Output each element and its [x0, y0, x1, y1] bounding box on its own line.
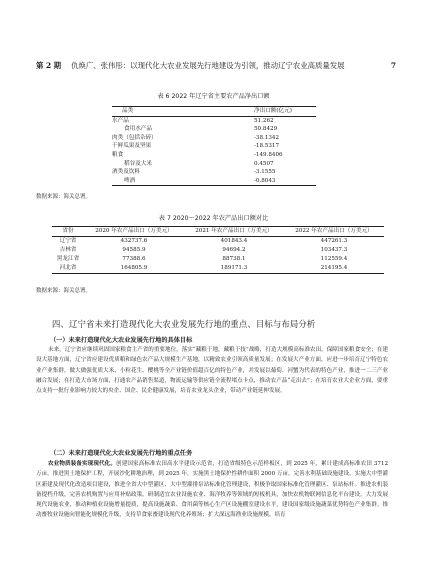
- subsection1-title: （一）未来打造现代化大农业发展先行地的具体目标: [50, 337, 193, 344]
- table6-header-row: [112, 107, 316, 117]
- table6-cell-value: -0.8043: [254, 177, 316, 186]
- table6-col-net-export: 净出口额(亿元): [254, 107, 316, 117]
- table6-cell-category: 酒类及饮料: [112, 169, 140, 176]
- table6-row: [112, 177, 316, 186]
- table6: [112, 106, 316, 186]
- table6-cell-value: 51.262: [254, 117, 274, 124]
- table7-cell-province: 辽宁省: [59, 238, 77, 244]
- table6-row: [112, 116, 316, 125]
- table6-cell-category: 水产品: [112, 117, 129, 124]
- subsection2-text: 创建国家高标准农田高水平建设示范省，打造省级特色示范样板区，到 2025 年，累计建成高标准农田 3712 万亩。推进黑土地保护工程，开展沙化耕地治理，到 2025 年，实施黑土地保护性耕作面积 2000 万亩。完善水利基础设施建设，实施大中型灌区新建及现代化改造项目建设，推进全省大中型灌区、大中型灌排泵站标准化管理建设，积极争取国家标准化管理灌区、泵站标杆。推进农机装备提档升级，完善农机购置与应用补贴政策，研制适宜农业设施农业、海洋牧养等领域的短板机具，加快农机物联网信息化平台建设。大力发展现代设施农业，推动种植业设施增量提质，提高设施蔬菜、食用菌等核心生产区设施棚室建设水平，建设国家级设施蔬菜优势特色产业集群。推动畜牧业设施向智能化规模化升级，支持草食家畜建设现代化养殖场；扩大深远海渔业设施规模，培育: [36, 461, 388, 519]
- subsection2-lead: 农业物质装备实现现代化。: [48, 461, 117, 467]
- table7-col-2021: 2021 年农产品出口（万美元）: [184, 227, 284, 237]
- table7-cell-value: 77388.6: [122, 256, 146, 262]
- table6-cell-category: 肉类（包括杂碎）: [112, 134, 157, 141]
- table7-col-province: 省份: [52, 227, 84, 237]
- table6-cell-value: 50.8429: [254, 126, 278, 133]
- table6-body: [112, 116, 316, 186]
- table7-row: [52, 246, 384, 255]
- table6-caption: 表 6 2022 年辽宁省主要农产品净出口额: [157, 93, 270, 100]
- running-header: [36, 60, 396, 71]
- table7: [52, 226, 384, 274]
- article-running-title: 仇焕广、张伟彤：以现代化大农业发展先行地建设为引领，推动辽宁农业高质量发展: [71, 61, 345, 70]
- table6-row: [112, 142, 316, 151]
- table6-cell-value: -38.1342: [254, 134, 280, 141]
- table6-row: [112, 134, 316, 143]
- table6-cell-category: 粮食: [112, 151, 124, 158]
- table7-cell-value: 447261.3: [320, 238, 348, 244]
- table7-cell-value: 88738.1: [222, 256, 246, 262]
- table7-cell-value: 94694.2: [222, 247, 246, 253]
- table6-cell-value: -149.8406: [254, 151, 283, 158]
- table7-cell-province: 河北省: [52, 264, 84, 274]
- table7-cell-province: 吉林省: [59, 247, 77, 253]
- table7-cell-value: 94585.9: [122, 247, 146, 253]
- table7-col-2022: 2022 年农产品出口（万美元）: [284, 227, 384, 237]
- page-number: 7: [390, 61, 396, 70]
- table6-row: [112, 125, 316, 134]
- table7-cell-province: 黑龙江省: [56, 256, 80, 262]
- table6-col-category: 品类: [112, 107, 254, 117]
- table7-row: [52, 264, 384, 274]
- table7-cell-value: 103437.3: [320, 247, 348, 253]
- table7-cell-value: 214195.4: [284, 264, 384, 274]
- table6-cell-category: 干鲜瓜果及坚果: [112, 143, 152, 150]
- table7-cell-value: 112559.4: [320, 256, 348, 262]
- section-heading: 四、辽宁省未来打造现代化大农业发展先行地的重点、目标与布局分析: [52, 319, 316, 329]
- table6-source: 数据来源：海关总署。: [36, 194, 92, 200]
- table7-cell-value: 189171.3: [184, 264, 284, 274]
- table6-row: [112, 160, 316, 169]
- table7-header-row: [52, 227, 384, 237]
- subsection2-title: （二）未来打造现代化大农业发展先行地的重点任务: [50, 450, 193, 457]
- table7-row: [52, 255, 384, 264]
- table7-cell-value: 401843.4: [220, 238, 248, 244]
- table6-cell-category: 食用水产品: [124, 126, 152, 133]
- issue-number: 第 2 期: [36, 61, 62, 70]
- table7-cell-value: 432737.6: [120, 238, 148, 244]
- table6-cell-category: 稻谷及大米: [124, 160, 152, 167]
- subsection2-paragraph: [36, 459, 388, 521]
- table6-cell-value: -18.5317: [254, 143, 280, 150]
- table7-body: [52, 237, 384, 274]
- table6-cell-category: 啤酒: [112, 177, 254, 186]
- table6-row: [112, 168, 316, 177]
- table7-source: 数据来源：海关总署。: [36, 288, 92, 294]
- table7-col-2020: 2020 年农产品出口（万美元）: [84, 227, 184, 237]
- table6-cell-value: -3.1555: [254, 169, 276, 176]
- subsection1-paragraph: 未来，辽宁省应继续巩固国家粮食主产省的重要地位，落实“藏粮于地，藏粮于技”战略，打造大规模高标准农田，保障国家粮食安全；在建设大基地方面，辽宁省应建设优质粮和绿色农产品大规模生产基地，以精致农业引领高质量发展；在发展大产业方面，应进一步培育辽宁特色农业产业集群，做大做强优质大米、小粒花生、樱桃等全产业链价值超百亿的特色产业，并发展以葡萄、河蟹为代表的特色产业，推进一二三产业融合发展；在打造大市场方面，打通农产品销售渠道，物流运输等供应链全流程堵点卡点，推动农产品“走出去”；在培育农业大企业方面，要重点支持一批行业影响力较大的央企、国企、民企健康发展，培育农业龙头企业，带动产业链延伸发展。: [36, 347, 388, 395]
- table7-cell-value: 164805.9: [84, 264, 184, 274]
- table6-row: [112, 151, 316, 160]
- table7-row: [52, 237, 384, 247]
- table6-cell-value: 0.4507: [254, 160, 274, 167]
- table7-caption: 表 7 2020～2022 年农产品出口额对比: [158, 215, 269, 222]
